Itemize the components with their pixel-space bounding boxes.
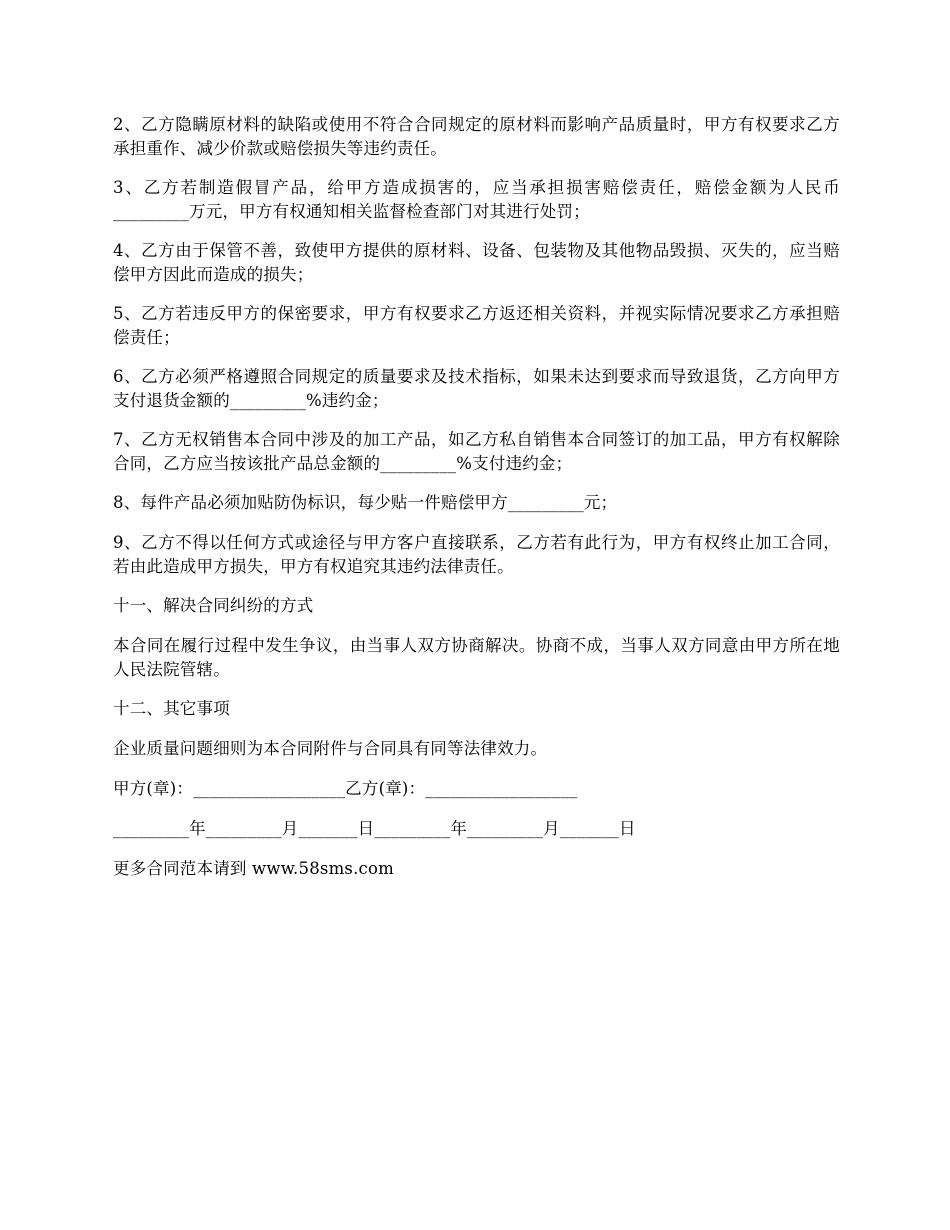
clause-5-paragraph: 5、乙方若违反甲方的保密要求，甲方有权要求乙方返还相关资料，并视实际情况要求乙方承担赔偿责任； — [113, 304, 840, 347]
section-12-heading: 十二、其它事项 — [113, 699, 230, 718]
section-11-heading: 十一、解决合同纠纷的方式 — [113, 596, 314, 615]
clause-4-paragraph: 4、乙方由于保管不善，致使甲方提供的原材料、设备、包装物及其他物品毁损、灭失的，应当赔偿甲方因此而造成的损失； — [113, 241, 840, 284]
clause-2-paragraph: 2、乙方隐瞒原材料的缺陷或使用不符合合同规定的原材料而影响产品质量时，甲方有权要求乙方承担重作、减少价款或赔偿损失等违约责任。 — [113, 115, 840, 158]
dispute-resolution-paragraph: 本合同在履行过程中发生争议，由当事人双方协商解决。协商不成，当事人双方同意由甲方所在地人民法院管辖。 — [113, 636, 840, 679]
clause-8-paragraph: 8、每件产品必须加贴防伪标识，每少贴一件赔偿甲方_________元； — [113, 493, 618, 512]
signature-line: 甲方(章)：__________________乙方(章)：__________________ — [113, 779, 578, 798]
clause-6-paragraph: 6、乙方必须严格遵照合同规定的质量要求及技术指标，如果未达到要求而导致退货，乙方向甲方支付退货金额的_________%违约金； — [113, 367, 840, 410]
date-line: _________年_________月_______日_________年_________月_______日 — [113, 819, 636, 838]
clause-7-paragraph: 7、乙方无权销售本合同中涉及的加工产品，如乙方私自销售本合同签订的加工品，甲方有权解除合同，乙方应当按该批产品总金额的_________%支付违约金； — [113, 430, 840, 473]
other-matters-paragraph: 企业质量问题细则为本合同附件与合同具有同等法律效力。 — [113, 739, 548, 758]
document-body — [113, 113, 840, 897]
footer-more-contracts: 更多合同范本请到 www.58sms.com — [113, 859, 394, 878]
clause-9-paragraph: 9、乙方不得以任何方式或途径与甲方客户直接联系，乙方若有此行为，甲方有权终止加工合同，若由此造成甲方损失，甲方有权追究其违约法律责任。 — [113, 533, 840, 576]
clause-3-paragraph: 3、乙方若制造假冒产品，给甲方造成损害的，应当承担损害赔偿责任，赔偿金额为人民币_________万元，甲方有权通知相关监督检查部门对其进行处罚； — [113, 178, 840, 221]
